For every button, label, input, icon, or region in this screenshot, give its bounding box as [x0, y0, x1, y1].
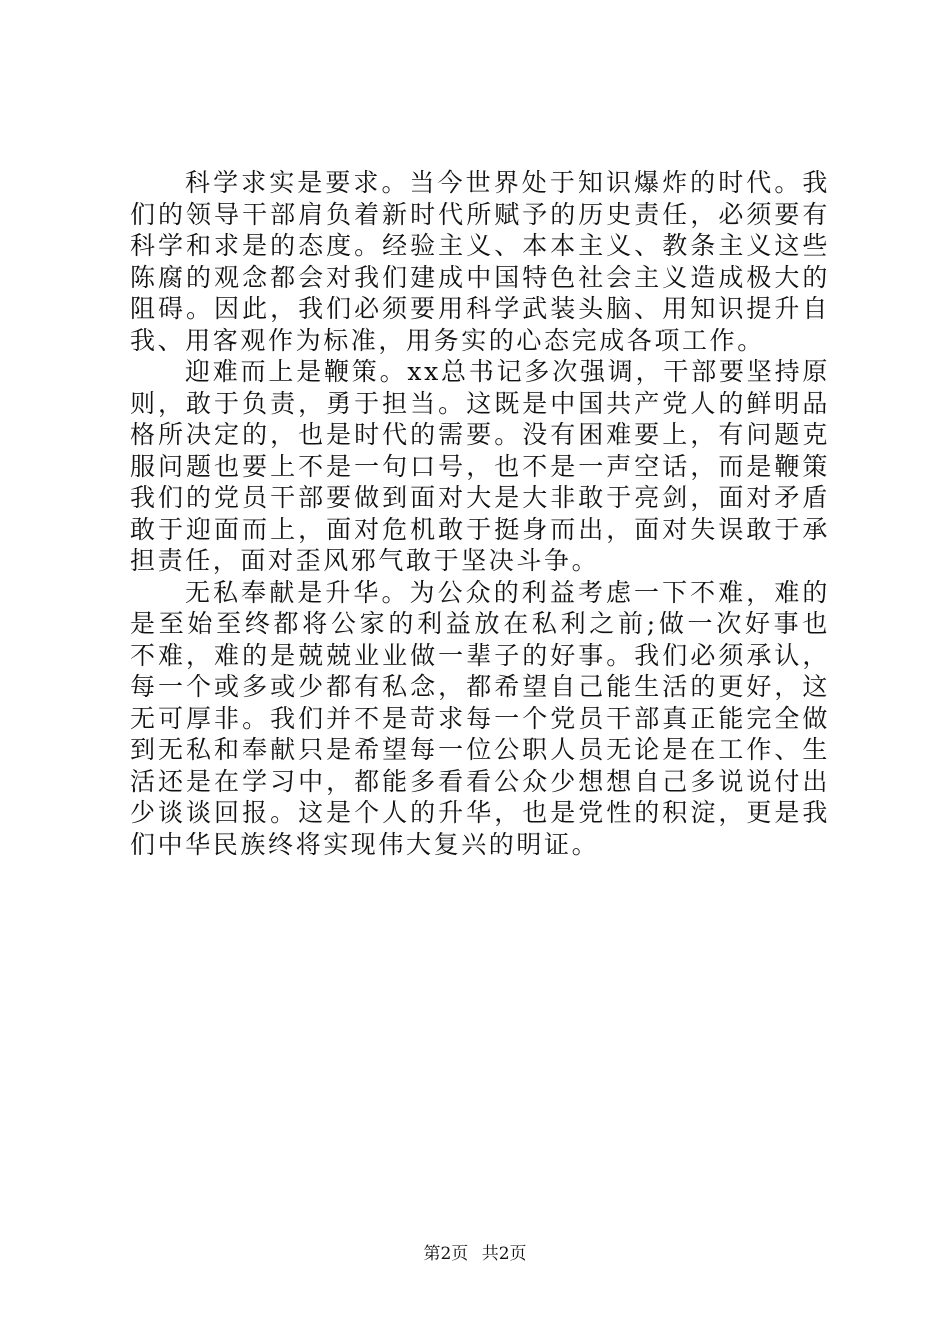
paragraph-3: 无私奉献是升华。为公众的利益考虑一下不难，难的是至始至终都将公家的利益放在私利之前;做一次好事也不难，难的是兢兢业业做一辈子的好事。我们必须承认，每一个或多或少都有私念，都希望自己能生活的更好，这无可厚非。我们并不是苛求每一个党员干部真正能完全做到无私和奉献只是希望每一位公职人员无论是在工作、生活还是在学习中，都能多看看公众少想想自己多说说付出少谈谈回报。这是个人的升华，也是党性的积淀，更是我们中华民族终将实现伟大复兴的明证。	[130, 577, 830, 859]
page-footer	[0, 1243, 950, 1265]
paragraph-1: 科学求实是要求。当今世界处于知识爆炸的时代。我们的领导干部肩负着新时代所赋予的历史责任，必须要有科学和求是的态度。经验主义、本本主义、教条主义这些陈腐的观念都会对我们建成中国特色社会主义造成极大的阻碍。因此，我们必须要用科学武装头脑、用知识提升自我、用客观作为标准，用务实的心态完成各项工作。	[130, 168, 830, 355]
page-number: 第2页	[423, 1244, 469, 1264]
body-text	[130, 167, 830, 860]
page-total: 共2页	[481, 1244, 527, 1264]
paragraph-2: 迎难而上是鞭策。xx总书记多次强调，干部要坚持原则，敢于负责，勇于担当。这既是中国共产党人的鲜明品格所决定的，也是时代的需要。没有困难要上，有问题克服问题也要上不是一句口号，也不是一声空话，而是鞭策我们的党员干部要做到面对大是大非敢于亮剑，面对矛盾敢于迎面而上，面对危机敢于挺身而出，面对失误敢于承担责任，面对歪风邪气敢于坚决斗争。	[130, 357, 830, 575]
